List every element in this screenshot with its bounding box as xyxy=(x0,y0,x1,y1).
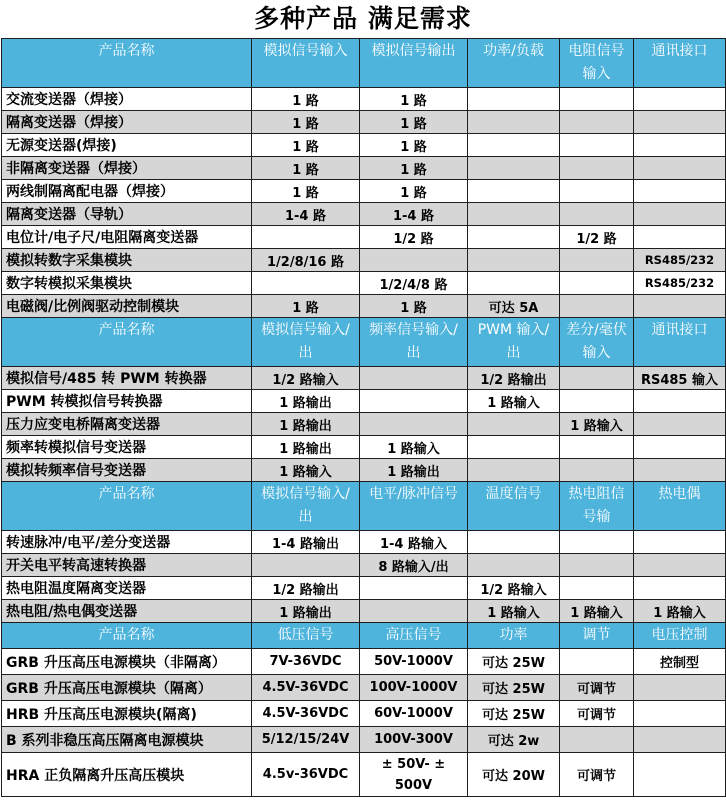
table-cell: 1 路输入 xyxy=(360,436,468,459)
table-cell: 1/2 路 xyxy=(560,226,634,249)
product-name-cell: 热电阻温度隔离变送器 xyxy=(2,577,252,600)
table-cell: RS485/232 xyxy=(634,272,726,295)
table-cell: 1 路 xyxy=(360,157,468,180)
table-row xyxy=(2,753,726,797)
header-cell: 模拟信号输入 xyxy=(252,39,360,88)
table-cell: 1 路 xyxy=(252,180,360,203)
header-cell: 产品名称 xyxy=(2,623,252,649)
section-header-row xyxy=(2,39,726,88)
table-cell: 可达 20W xyxy=(468,753,560,797)
table-cell: 1-4 路输入 xyxy=(360,531,468,554)
header-cell: 产品名称 xyxy=(2,39,252,88)
product-name-cell: 压力应变电桥隔离变送器 xyxy=(2,413,252,436)
table-cell: 100V-300V xyxy=(360,727,468,753)
product-name-cell: GRB 升压高压电源模块（非隔离） xyxy=(2,649,252,675)
table-cell xyxy=(634,88,726,111)
header-cell: 功率 xyxy=(468,623,560,649)
header-cell: 模拟信号输入/出 xyxy=(252,318,360,367)
table-cell: 1 路输出 xyxy=(252,413,360,436)
table-cell: 1 路 xyxy=(252,295,360,318)
table-cell xyxy=(560,367,634,390)
header-cell: 热电偶 xyxy=(634,482,726,531)
header-cell: PWM 输入/出 xyxy=(468,318,560,367)
table-row xyxy=(2,727,726,753)
page-title: 多种产品 满足需求 xyxy=(254,4,472,33)
table-cell xyxy=(468,249,560,272)
table-cell: 1 路 xyxy=(360,111,468,134)
product-name-cell: 频率转模拟信号变送器 xyxy=(2,436,252,459)
table-cell xyxy=(468,272,560,295)
table-row xyxy=(2,600,726,623)
table-cell xyxy=(360,249,468,272)
table-cell: 1 路 xyxy=(360,88,468,111)
table-cell xyxy=(560,295,634,318)
product-name-cell: HRB 升压高压电源模块(隔离) xyxy=(2,701,252,727)
table-cell: 1-4 路 xyxy=(252,203,360,226)
header-cell: 模拟信号输出 xyxy=(360,39,468,88)
table-row xyxy=(2,675,726,701)
table-row xyxy=(2,701,726,727)
table-cell xyxy=(468,531,560,554)
product-name-cell: 电位计/电子尺/电阻隔离变送器 xyxy=(2,226,252,249)
table-cell xyxy=(468,88,560,111)
table-cell xyxy=(560,88,634,111)
header-cell: 调节 xyxy=(560,623,634,649)
table-cell xyxy=(468,226,560,249)
table-cell: 4.5v-36VDC xyxy=(252,753,360,797)
table-cell xyxy=(634,226,726,249)
table-row xyxy=(2,413,726,436)
table-cell: 1/2 路输入 xyxy=(252,367,360,390)
table-cell: 1 路输入 xyxy=(468,600,560,623)
product-name-cell: 两线制隔离配电器（焊接） xyxy=(2,180,252,203)
table-cell: 1 路 xyxy=(360,134,468,157)
table-cell xyxy=(560,203,634,226)
table-cell xyxy=(468,459,560,482)
table-cell xyxy=(468,436,560,459)
table-cell: 1 路输出 xyxy=(252,436,360,459)
table-cell: ± 50V- ± 500V xyxy=(360,753,468,797)
header-cell: 功率/负载 xyxy=(468,39,560,88)
table-cell xyxy=(560,531,634,554)
header-cell: 模拟信号输入/出 xyxy=(252,482,360,531)
table-cell xyxy=(560,134,634,157)
table-cell: 1-4 路输出 xyxy=(252,531,360,554)
header-cell: 频率信号输入/出 xyxy=(360,318,468,367)
product-name-cell: 非隔离变送器（焊接） xyxy=(2,157,252,180)
table-cell xyxy=(252,554,360,577)
table-cell: 1 路输入 xyxy=(252,459,360,482)
section-header-row xyxy=(2,482,726,531)
table-cell: 1-4 路 xyxy=(360,203,468,226)
table-cell: RS485/232 xyxy=(634,249,726,272)
table-cell: 4.5V-36VDC xyxy=(252,701,360,727)
table-cell xyxy=(560,157,634,180)
table-row xyxy=(2,111,726,134)
table-cell xyxy=(560,577,634,600)
table-cell xyxy=(468,554,560,577)
table-row xyxy=(2,88,726,111)
product-name-cell: 模拟转数字采集模块 xyxy=(2,249,252,272)
product-name-cell: GRB 升压高压电源模块（隔离） xyxy=(2,675,252,701)
table-cell xyxy=(360,367,468,390)
table-cell xyxy=(634,157,726,180)
table-cell: 1 路 xyxy=(252,111,360,134)
table-cell xyxy=(634,577,726,600)
table-cell: 8 路输入/出 xyxy=(360,554,468,577)
header-cell: 电压控制 xyxy=(634,623,726,649)
table-cell: 1 路 xyxy=(252,134,360,157)
table-cell: 60V-1000V xyxy=(360,701,468,727)
table-cell: 1 路输入 xyxy=(560,413,634,436)
table-cell xyxy=(634,675,726,701)
table-cell xyxy=(634,203,726,226)
table-cell xyxy=(252,226,360,249)
table-row xyxy=(2,577,726,600)
product-name-cell: PWM 转模拟信号转换器 xyxy=(2,390,252,413)
table-cell xyxy=(560,436,634,459)
table-row xyxy=(2,531,726,554)
header-cell: 差分/毫伏输入 xyxy=(560,318,634,367)
table-cell: 1 路 xyxy=(252,157,360,180)
product-name-cell: 无源变送器(焊接) xyxy=(2,134,252,157)
table-row xyxy=(2,436,726,459)
table-cell: 可达 25W xyxy=(468,649,560,675)
table-cell: 可达 2w xyxy=(468,727,560,753)
table-cell xyxy=(634,459,726,482)
header-cell: 低压信号 xyxy=(252,623,360,649)
product-name-cell: 隔离变送器（导轨） xyxy=(2,203,252,226)
product-name-cell: 数字转模拟采集模块 xyxy=(2,272,252,295)
table-cell xyxy=(560,554,634,577)
header-cell: 通讯接口 xyxy=(634,39,726,88)
table-cell xyxy=(634,727,726,753)
header-cell: 电阻信号输入 xyxy=(560,39,634,88)
table-row xyxy=(2,554,726,577)
table-cell xyxy=(468,413,560,436)
header-cell: 热电阻信号输 xyxy=(560,482,634,531)
table-cell: 1 路输出 xyxy=(252,390,360,413)
table-cell: 1 路输入 xyxy=(560,600,634,623)
table-cell xyxy=(634,180,726,203)
section-header-row xyxy=(2,623,726,649)
table-cell xyxy=(560,249,634,272)
table-cell xyxy=(468,134,560,157)
table-cell: 可达 5A xyxy=(468,295,560,318)
header-cell: 温度信号 xyxy=(468,482,560,531)
table-cell xyxy=(634,390,726,413)
table-cell xyxy=(560,390,634,413)
table-cell xyxy=(634,413,726,436)
table-row xyxy=(2,459,726,482)
product-name-cell: 转速脉冲/电平/差分变送器 xyxy=(2,531,252,554)
table-cell xyxy=(634,554,726,577)
table-cell xyxy=(634,531,726,554)
table-cell: 1 路输入 xyxy=(634,600,726,623)
product-name-cell: B 系列非稳压高压隔离电源模块 xyxy=(2,727,252,753)
product-name-cell: 电磁阀/比例阀驱动控制模块 xyxy=(2,295,252,318)
table-cell xyxy=(360,600,468,623)
header-cell: 产品名称 xyxy=(2,318,252,367)
product-name-cell: 模拟转频率信号变送器 xyxy=(2,459,252,482)
table-row xyxy=(2,649,726,675)
table-row xyxy=(2,157,726,180)
table-cell: 1 路 xyxy=(252,88,360,111)
table-cell: 1 路输出 xyxy=(252,600,360,623)
table-cell: 可达 25W xyxy=(468,675,560,701)
table-row xyxy=(2,390,726,413)
product-name-cell: 隔离变送器（焊接） xyxy=(2,111,252,134)
product-table xyxy=(1,38,726,797)
table-cell: 1/2/8/16 路 xyxy=(252,249,360,272)
table-cell: 1 路输入 xyxy=(468,390,560,413)
table-cell: 1 路 xyxy=(360,180,468,203)
product-name-cell: HRA 正负隔离升压高压模块 xyxy=(2,753,252,797)
table-cell xyxy=(252,272,360,295)
table-cell: 1/2 路输出 xyxy=(468,367,560,390)
table-cell xyxy=(360,577,468,600)
table-cell xyxy=(634,436,726,459)
table-cell: 控制型 xyxy=(634,649,726,675)
table-cell xyxy=(634,134,726,157)
table-cell xyxy=(634,111,726,134)
table-cell xyxy=(634,701,726,727)
header-cell: 高压信号 xyxy=(360,623,468,649)
table-row xyxy=(2,295,726,318)
table-cell: 1 路 xyxy=(360,295,468,318)
table-row xyxy=(2,203,726,226)
table-cell xyxy=(468,157,560,180)
table-cell: 1/2 路 xyxy=(360,226,468,249)
table-row xyxy=(2,226,726,249)
table-cell: 7V-36VDC xyxy=(252,649,360,675)
table-cell xyxy=(560,272,634,295)
table-cell: RS485 输入 xyxy=(634,367,726,390)
table-cell: 1/2/4/8 路 xyxy=(360,272,468,295)
header-cell: 电平/脉冲信号 xyxy=(360,482,468,531)
product-name-cell: 开关电平转高速转换器 xyxy=(2,554,252,577)
table-cell: 4.5V-36VDC xyxy=(252,675,360,701)
table-cell: 50V-1000V xyxy=(360,649,468,675)
table-row xyxy=(2,180,726,203)
table-cell xyxy=(560,459,634,482)
table-cell xyxy=(560,180,634,203)
table-cell xyxy=(468,180,560,203)
table-cell xyxy=(468,111,560,134)
table-cell xyxy=(560,111,634,134)
table-cell: 可调节 xyxy=(560,753,634,797)
table-row xyxy=(2,249,726,272)
table-cell: 可达 25W xyxy=(468,701,560,727)
table-cell xyxy=(360,390,468,413)
header-cell: 通讯接口 xyxy=(634,318,726,367)
table-cell: 5/12/15/24V xyxy=(252,727,360,753)
table-cell xyxy=(360,413,468,436)
table-cell: 100V-1000V xyxy=(360,675,468,701)
table-row xyxy=(2,367,726,390)
table-cell xyxy=(468,203,560,226)
product-name-cell: 模拟信号/485 转 PWM 转换器 xyxy=(2,367,252,390)
table-cell xyxy=(560,727,634,753)
table-cell xyxy=(634,295,726,318)
table-cell: 1/2 路输出 xyxy=(252,577,360,600)
table-cell xyxy=(560,649,634,675)
table-cell: 1/2 路输入 xyxy=(468,577,560,600)
product-name-cell: 热电阻/热电偶变送器 xyxy=(2,600,252,623)
table-cell: 1 路输出 xyxy=(360,459,468,482)
table-cell: 可调节 xyxy=(560,701,634,727)
table-cell: 可调节 xyxy=(560,675,634,701)
table-row xyxy=(2,134,726,157)
table-cell xyxy=(634,753,726,797)
header-cell: 产品名称 xyxy=(2,482,252,531)
section-header-row xyxy=(2,318,726,367)
product-name-cell: 交流变送器（焊接） xyxy=(2,88,252,111)
table-row xyxy=(2,272,726,295)
